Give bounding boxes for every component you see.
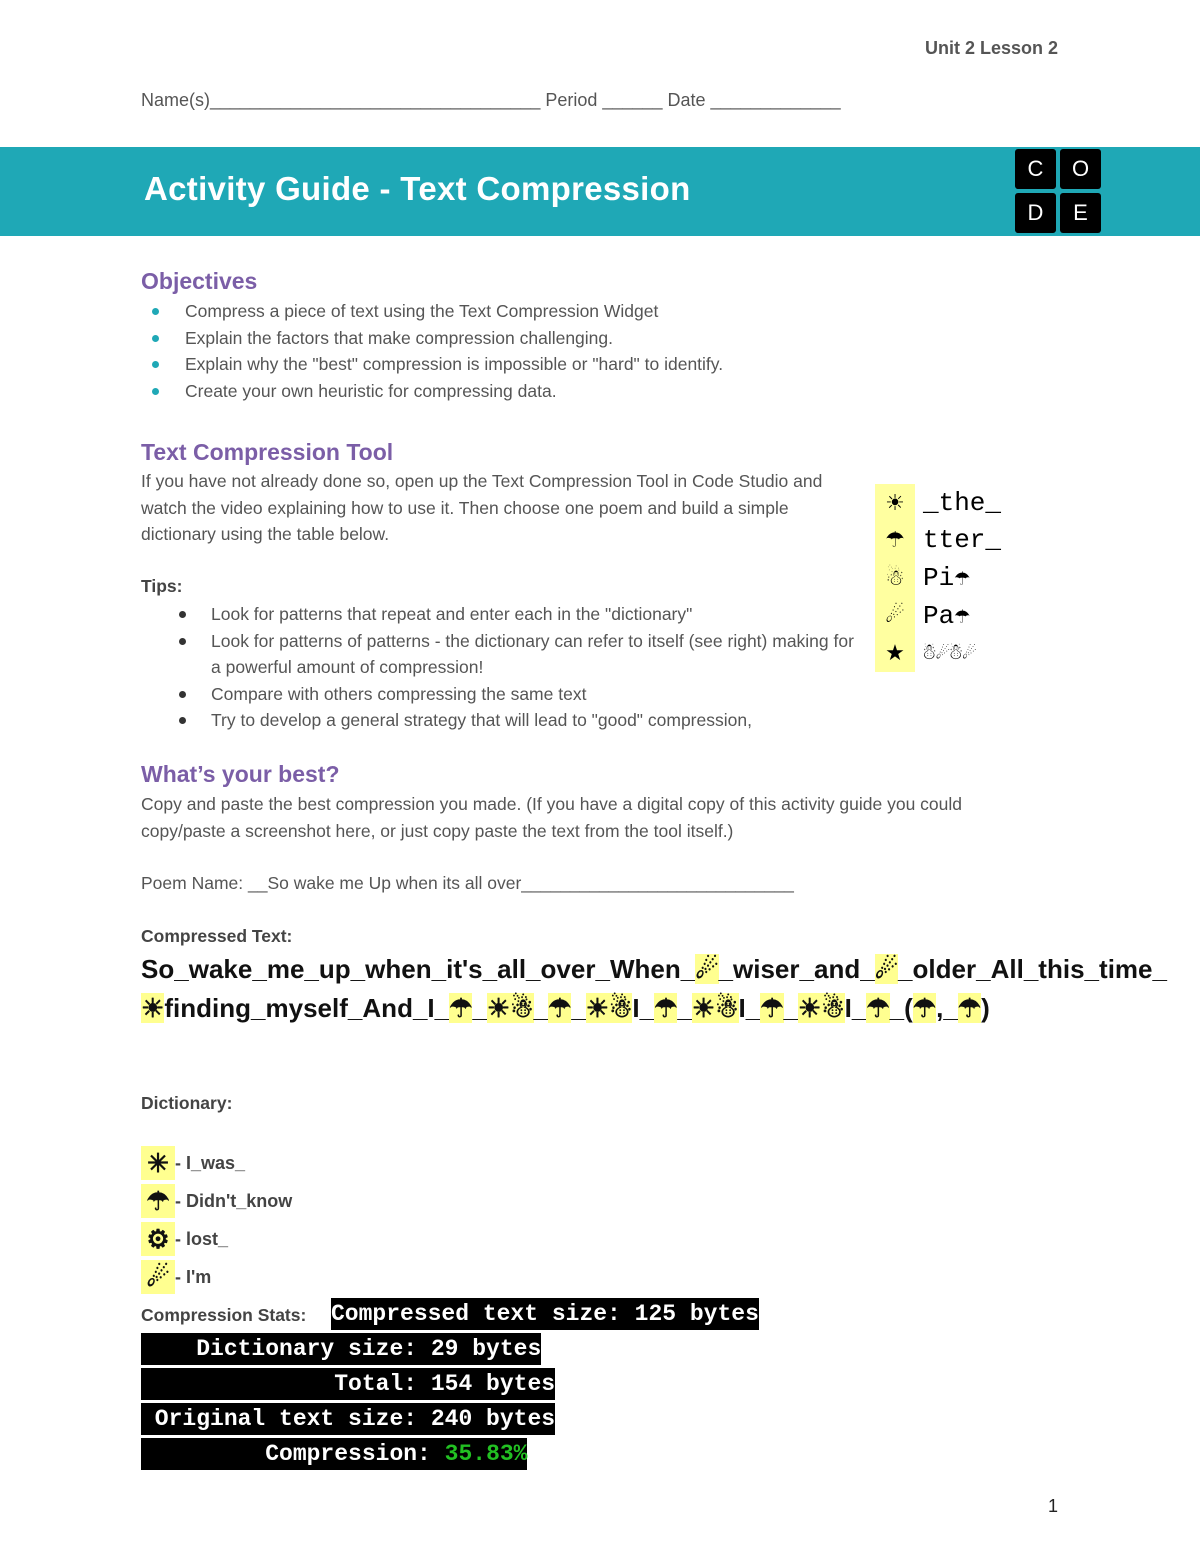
- best-intro: Copy and paste the best compression you made. (If you have a digital copy of this activity guide you could copy/paste a screenshot here, or just copy paste the text from the tool itself.): [141, 794, 963, 841]
- page-title: Activity Guide - Text Compression: [144, 170, 691, 207]
- compressed-symbol: ☀: [798, 992, 822, 1023]
- list-item: Explain why the "best" compression is impossible or "hard" to identify.: [141, 351, 723, 378]
- compressed-symbol: ☃: [510, 992, 534, 1023]
- logo-letter: D: [1015, 193, 1056, 233]
- tips-list: [141, 601, 861, 734]
- list-item: Create your own heuristic for compressing data.: [141, 378, 723, 405]
- dictionary-entry: [141, 1184, 292, 1218]
- example-dictionary-row: [875, 559, 1001, 597]
- compressed-symbol: ☄: [695, 954, 719, 984]
- logo-letter: C: [1015, 149, 1056, 189]
- dictionary-value: - I_was_: [175, 1152, 246, 1173]
- compressed-symbol: ☀: [141, 992, 165, 1023]
- compressed-symbol: ☄: [874, 954, 899, 984]
- poem-name-line: Poem Name: __So wake me Up when its all over____________________________: [141, 873, 794, 893]
- dictionary-value: Pi☂: [923, 563, 970, 594]
- best-heading: What’s your best?: [141, 761, 340, 787]
- name-period-date-line: Name(s)_________________________________ Period ______ Date _____________: [141, 90, 841, 110]
- compressed-text-label: Compressed Text:: [141, 926, 293, 946]
- example-dictionary: [875, 484, 1001, 672]
- objectives-list: [141, 298, 723, 404]
- page-number: 1: [1047, 1496, 1058, 1516]
- compressed-symbol: ☂: [866, 992, 890, 1023]
- compressed-symbol: ☃: [821, 992, 845, 1023]
- compression-stats-label: Compression Stats:: [141, 1305, 307, 1325]
- logo-letter: O: [1060, 149, 1101, 189]
- compressed-text: [141, 950, 1167, 1027]
- dictionary-entry: [141, 1146, 245, 1180]
- example-dictionary-row: [875, 484, 1001, 522]
- compressed-symbol: ☃: [715, 992, 739, 1023]
- tool-intro: If you have not already done so, open up the Text Compression Tool in Code Studio and watch the video explaining how to use it. Then choose one poem and build a simple dictionary using the table below.: [141, 471, 823, 544]
- dictionary-entry: [141, 1222, 228, 1256]
- tips-label: Tips:: [141, 576, 183, 596]
- compressed-symbol: ☀: [691, 992, 716, 1023]
- list-item: Compare with others compressing the same text: [141, 681, 861, 708]
- stat-compressed-size: Compressed text size: 125 bytes: [331, 1298, 759, 1330]
- list-item: Look for patterns that repeat and enter each in the "dictionary": [141, 601, 861, 628]
- logo-letter: E: [1060, 193, 1101, 233]
- compression-value: 35.83%: [444, 1441, 528, 1467]
- comet-icon: ☄: [875, 597, 915, 635]
- objectives-heading: Objectives: [141, 268, 258, 294]
- star-icon: ★: [875, 634, 915, 672]
- compressed-symbol: ☂: [449, 992, 473, 1023]
- list-item: Try to develop a general strategy that will lead to "good" compression,: [141, 707, 861, 734]
- stat-original-size: Original text size: 240 bytes: [141, 1403, 555, 1435]
- compression-label: Compression:: [141, 1441, 445, 1467]
- compressed-symbol: ☂: [760, 992, 784, 1023]
- compressed-symbol: ☂: [654, 992, 678, 1023]
- compressed-symbol: ☂: [912, 992, 937, 1023]
- stat-compression: [141, 1438, 527, 1470]
- unit-lesson-label: Unit 2 Lesson 2: [924, 38, 1058, 58]
- stat-dictionary-size: Dictionary size: 29 bytes: [141, 1333, 541, 1365]
- code-org-logo: [1015, 149, 1101, 233]
- tool-heading: Text Compression Tool: [141, 439, 394, 465]
- dictionary-value: - I'm: [175, 1266, 212, 1287]
- compressed-symbol: ☀: [486, 992, 511, 1023]
- compressed-symbol: ☂: [957, 992, 982, 1023]
- compressed-symbol: ☃: [609, 992, 633, 1023]
- compressed-symbol: ☀: [585, 992, 610, 1023]
- gear-icon: ⚙: [141, 1222, 175, 1256]
- dictionary-value: tter_: [923, 525, 1002, 556]
- dictionary-entry: [141, 1260, 211, 1294]
- example-dictionary-row: [875, 597, 1001, 635]
- dictionary-value: - lost_: [175, 1228, 229, 1249]
- stat-total-size: Total: 154 bytes: [141, 1368, 555, 1400]
- example-dictionary-row: [875, 634, 1001, 672]
- asterisk-icon: ✳: [141, 1146, 175, 1180]
- dictionary-label: Dictionary:: [141, 1093, 233, 1113]
- list-item: Explain the factors that make compression challenging.: [141, 325, 723, 352]
- dictionary-value: - Didn't_know: [175, 1190, 293, 1211]
- dictionary-value: Pa☂: [923, 600, 970, 631]
- umbrella-icon: ☂: [875, 522, 915, 560]
- compressed-text-body: So_wake_me_up_when_it's_all_over_When_☄_wiser_and_☄_older_All_this_time_☀finding_myself_And_I_☂_☀☃_☂_☀☃I_☂_☀☃I_☂_☀☃I_☂_(☂,_☂): [141, 954, 1167, 1023]
- dictionary-value: _the_: [923, 487, 1002, 518]
- example-dictionary-row: [875, 522, 1001, 560]
- snowman-icon: ☃: [875, 559, 915, 597]
- sun-icon: ☀: [875, 484, 915, 522]
- umbrella-icon: ☂: [141, 1184, 175, 1218]
- dictionary-value: ☃☄☃☄: [923, 640, 976, 666]
- list-item: Look for patterns of patterns - the dictionary can refer to itself (see right) making for a powerful amount of compression!: [141, 628, 861, 681]
- comet-icon: ☄: [141, 1260, 175, 1294]
- list-item: Compress a piece of text using the Text Compression Widget: [141, 298, 723, 325]
- compressed-symbol: ☂: [548, 992, 572, 1023]
